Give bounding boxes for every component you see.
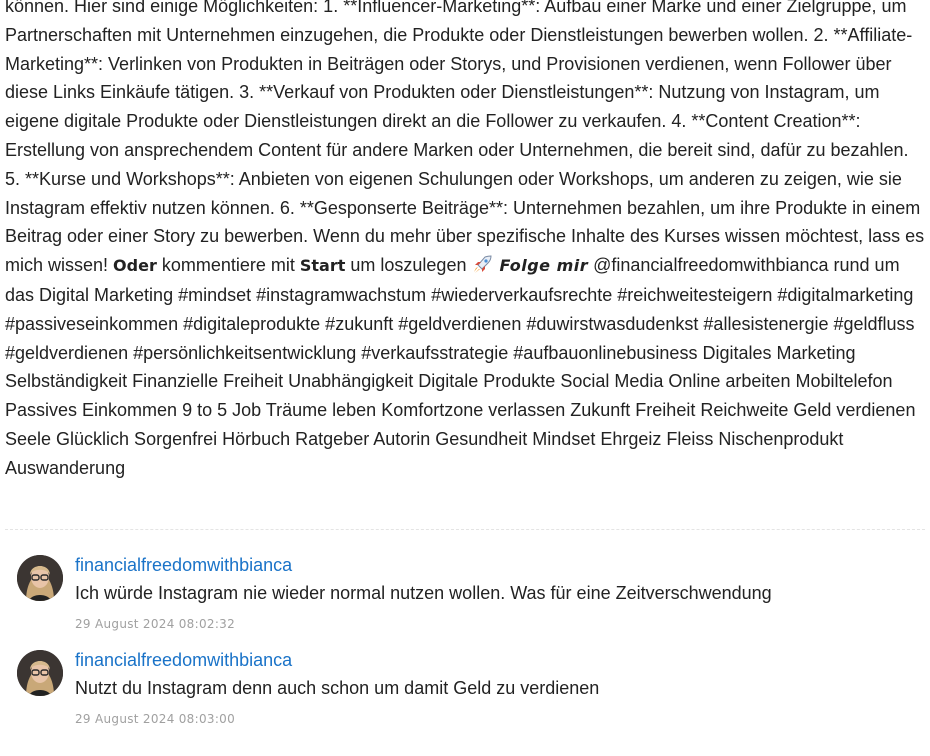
avatar[interactable] [17, 555, 63, 601]
caption-bold-oder: Oder [113, 256, 157, 276]
comment-item [17, 555, 917, 645]
caption-text: können. Hier sind einige Möglichkeiten: 1. **Influencer-Marketing**: Aufbau einer Marke und einer Zielgruppe, um Partnerschaften mit Unternehmen einzugehen, die Produkte oder Dienstleistungen bewerben wollen. 2. **Affiliate-Marketing**: Verlinken von Produkten in Beiträgen oder Storys, und Provisionen verdienen, wenn Follower über diese Links Einkäufe tätigen. 3. **Verkauf von Produkten oder Dienstleistungen**: Nutzung von Instagram, um eigene digitale Produkte oder Dienstleistungen direkt an die Follower zu verkaufen. 4. **Content Creation**: Erstellung von ansprechendem Content für andere Marken oder Unternehmen, die bereit sind, dafür zu bezahlen. 5. **Kurse und Workshops**: Anbieten von eigenen Schulungen oder Workshops, um anderen zu zeigen, wie sie Instagram effektiv nutzen können. 6. **Gesponserte Beiträge**: Unternehmen bezahlen, um ihre Produkte in einem Beitrag oder einer Story zu bewerben. Wenn du mehr über spezifische Inhalte des Kurses wissen möchtest, lass es mich wissen! [5, 0, 925, 276]
comment-username[interactable]: financialfreedomwithbianca [75, 555, 293, 575]
comment-item [17, 650, 917, 740]
divider [5, 529, 925, 530]
comment-text: Ich würde Instagram nie wieder normal nutzen wollen. Was für eine Zeitverschwendung [75, 583, 772, 603]
caption-folge-mir: Folge mir [493, 256, 589, 276]
avatar-image [17, 650, 63, 696]
caption-text: kommentiere mit [156, 255, 300, 276]
rocket-icon [471, 254, 493, 274]
caption-bold-start: Start [299, 256, 346, 276]
comment-text: Nutzt du Instagram denn auch schon um damit Geld zu verdienen [75, 678, 600, 698]
comment-timestamp: 29 August 2024 08:02:32 [75, 617, 236, 631]
avatar[interactable] [17, 650, 63, 696]
post-caption [5, 0, 925, 483]
caption-text: um loszulegen [345, 255, 472, 276]
comment-timestamp: 29 August 2024 08:03:00 [75, 712, 236, 726]
caption-text: @financialfreedomwithbianca rund um das Digital Marketing #mindset #instagramwachstum #wiederverkaufsrechte #reichweitesteigern #digitalmarketing #passiveseinkommen #digitaleprodukte #zukunft #geldverdienen #duwirstwasdudenkst #allesistenergie #geldfluss #geldverdienen #persönlichkeitsentwicklung #verkaufsstrategie #aufbauonlinebusiness Digitales Marketing Selbständigkeit Finanzielle Freiheit Unabhängigkeit Digitale Produkte Social Media Online arbeiten Mobiltelefon Passives Einkommen 9 to 5 Job Träume leben Komfortzone verlassen Zukunft Freiheit Reichweite Geld verdienen Seele Glücklich Sorgenfrei Hörbuch Ratgeber Autorin Gesundheit Mindset Ehrgeiz Fleiss Nischenprodukt Auswanderung [5, 255, 916, 478]
comment-username[interactable]: financialfreedomwithbianca [75, 650, 293, 670]
avatar-image [17, 555, 63, 601]
